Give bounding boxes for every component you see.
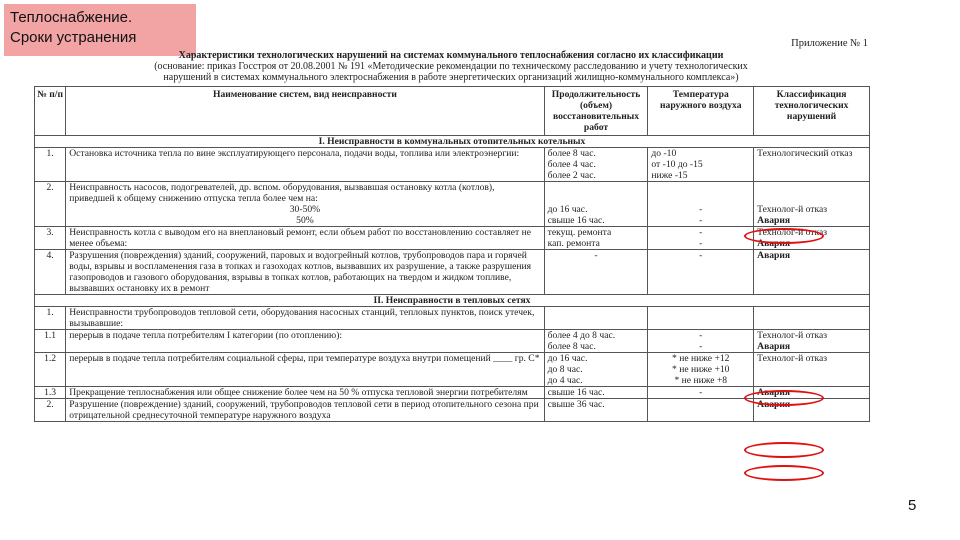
row-temp <box>648 182 754 227</box>
row-duration <box>544 148 648 182</box>
col-class-header: Классификация технологических нарушений <box>754 87 870 136</box>
col-name-header: Наименование систем, вид неисправности <box>66 87 544 136</box>
row-num: 1.3 <box>35 387 66 399</box>
temp-value: - <box>699 215 703 226</box>
temp-value: от -10 до -15 <box>651 159 703 170</box>
col-temp-header: Температура наружного воздуха <box>648 87 754 136</box>
row-class: Технолог-й отказ <box>754 353 870 387</box>
row-num: 1.1 <box>35 330 66 353</box>
document-heading <box>28 50 874 83</box>
row-temp <box>648 307 754 330</box>
heading-line-1: Характеристики технологических нарушений на системах коммунального теплоснабжения согласно их классификации <box>178 50 724 61</box>
row-name-text: Неисправность насосов, подогревателей, др. вспом. оборудования, вызвавшая остановку котла (котлов), приведшей к общему снижению отпуска тепла более чем на: <box>69 182 495 204</box>
temp-value: * не ниже +8 <box>674 375 728 386</box>
row-class: Технологический отказ <box>754 148 870 182</box>
temp-value: - <box>699 238 703 249</box>
row-duration <box>544 227 648 250</box>
temp-value: - <box>699 204 703 215</box>
row-duration <box>544 307 648 330</box>
duration-value: более 4 до 8 час. <box>547 330 616 341</box>
temp-value: до -10 <box>651 148 677 159</box>
section-title: I. Неисправности в коммунальных отопительных котельных <box>35 136 870 148</box>
duration-value: более 8 час. <box>547 148 596 159</box>
row-name: Прекращение теплоснабжения или общее снижение более чем на 50 % отпуска тепловой энергии потребителям <box>66 387 544 399</box>
highlight-ellipse <box>744 390 824 406</box>
duration-value: до 4 час. <box>547 375 583 386</box>
row-duration <box>544 330 648 353</box>
row-sub-value: 30-50% <box>289 204 321 215</box>
duration-value: более 4 час. <box>547 159 596 170</box>
section-title: II. Неисправности в тепловых сетях <box>35 295 870 307</box>
table-row <box>35 250 870 295</box>
table-row <box>35 182 870 227</box>
row-temp <box>648 353 754 387</box>
row-name: Остановка источника тепла по вине эксплуатирующего персонала, подачи воды, топлива или электроэнергии: <box>66 148 544 182</box>
temp-value: * не ниже +12 <box>672 353 730 364</box>
class-value: Авария <box>757 238 791 249</box>
row-num: 3. <box>35 227 66 250</box>
class-value: Технолог-й отказ <box>757 227 828 238</box>
section-row <box>35 295 870 307</box>
highlight-ellipse <box>744 465 824 481</box>
row-duration: свыше 16 час. <box>544 387 648 399</box>
slide-title-line2: Сроки устранения <box>10 29 137 46</box>
row-num: 1. <box>35 307 66 330</box>
row-num: 2. <box>35 182 66 227</box>
temp-value: - <box>699 330 703 341</box>
row-class <box>754 182 870 227</box>
row-num: 2. <box>35 399 66 422</box>
row-class <box>754 307 870 330</box>
row-num: 1.2 <box>35 353 66 387</box>
row-duration: свыше 36 час. <box>544 399 648 422</box>
table-row <box>35 148 870 182</box>
violations-table <box>34 86 870 422</box>
row-temp: - <box>648 250 754 295</box>
col-duration-header: Продолжительность (объем) восстановительных работ <box>544 87 648 136</box>
row-name: перерыв в подаче тепла потребителям социальной сферы, при температуре воздуха внутри помещений ____ гр. С* <box>66 353 544 387</box>
duration-value: более 8 час. <box>547 341 596 352</box>
row-duration: - <box>544 250 648 295</box>
appendix-label: Приложение № 1 <box>791 38 868 49</box>
duration-value: свыше 16 час. <box>547 215 605 226</box>
row-class <box>754 330 870 353</box>
row-temp <box>648 399 754 422</box>
highlight-ellipse <box>744 228 824 244</box>
heading-line-3: нарушений в системах коммунального электроснабжения в работе энергетических организаций жилищно-коммунального комплекса») <box>163 72 739 83</box>
class-value: Авария <box>757 215 791 226</box>
highlight-ellipse <box>744 442 824 458</box>
row-duration <box>544 353 648 387</box>
temp-value: - <box>699 227 703 238</box>
row-name: Неисправность котла с выводом его на внеплановый ремонт, если объем работ по восстановлению составляет не менее объема: <box>66 227 544 250</box>
row-duration <box>544 182 648 227</box>
temp-value: ниже -15 <box>651 170 688 181</box>
page-number: 5 <box>908 497 917 514</box>
duration-value: до 16 час. <box>547 204 588 215</box>
class-value: Технолог-й отказ <box>757 204 828 215</box>
duration-value: кап. ремонта <box>547 238 600 249</box>
table-row <box>35 353 870 387</box>
row-name: Разрушения (повреждения) зданий, сооружений, паровых и водогрейный котлов, трубопроводов пара и горячей воды, взрывы и воспламенения газа в топках и газоходах котлов, вызвавших их разрушение, а также разрушения газопроводов и газового оборудования, взрывы в топках котлов, работающих на твердом и жидком топливе, вызвавших остановку их в ремонт <box>66 250 544 295</box>
row-sub-value: 50% <box>296 215 314 226</box>
row-class: Авария <box>754 399 870 422</box>
duration-value: более 2 час. <box>547 170 596 181</box>
slide-title-line1: Теплоснабжение. <box>10 9 133 26</box>
duration-value: до 16 час. <box>547 353 588 364</box>
row-temp <box>648 330 754 353</box>
heading-line-2: (основание: приказ Госстроя от 20.08.2001 № 191 «Методические рекомендации по техническому расследованию и учету технологических <box>154 61 748 72</box>
temp-value: - <box>699 341 703 352</box>
table-row <box>35 227 870 250</box>
temp-value: * не ниже +10 <box>672 364 730 375</box>
duration-value: текущ. ремонта <box>547 227 612 238</box>
row-num: 4. <box>35 250 66 295</box>
col-num-header: № п/п <box>35 87 66 136</box>
class-value: Технолог-й отказ <box>757 330 828 341</box>
row-name <box>66 182 544 227</box>
duration-value: до 8 час. <box>547 364 583 375</box>
table-row <box>35 399 870 422</box>
row-name: Разрушение (повреждение) зданий, сооружений, трубопроводов тепловой сети в период отопительного сезона при отрицательной среднесуточной температуре наружного воздуха <box>66 399 544 422</box>
table-row <box>35 307 870 330</box>
class-value: Авария <box>757 341 791 352</box>
row-name: перерыв в подаче тепла потребителям I категории (по отоплению): <box>66 330 544 353</box>
row-num: 1. <box>35 148 66 182</box>
table-row <box>35 330 870 353</box>
section-row <box>35 136 870 148</box>
table-header-row <box>35 87 870 136</box>
row-class: Авария <box>754 387 870 399</box>
scanned-document <box>28 36 874 506</box>
row-temp <box>648 227 754 250</box>
row-temp: - <box>648 387 754 399</box>
row-name: Неисправности трубопроводов тепловой сети, оборудования насосных станций, тепловых пунктов, поиск утечек, вызывавшие: <box>66 307 544 330</box>
row-temp <box>648 148 754 182</box>
row-class: Авария <box>754 250 870 295</box>
